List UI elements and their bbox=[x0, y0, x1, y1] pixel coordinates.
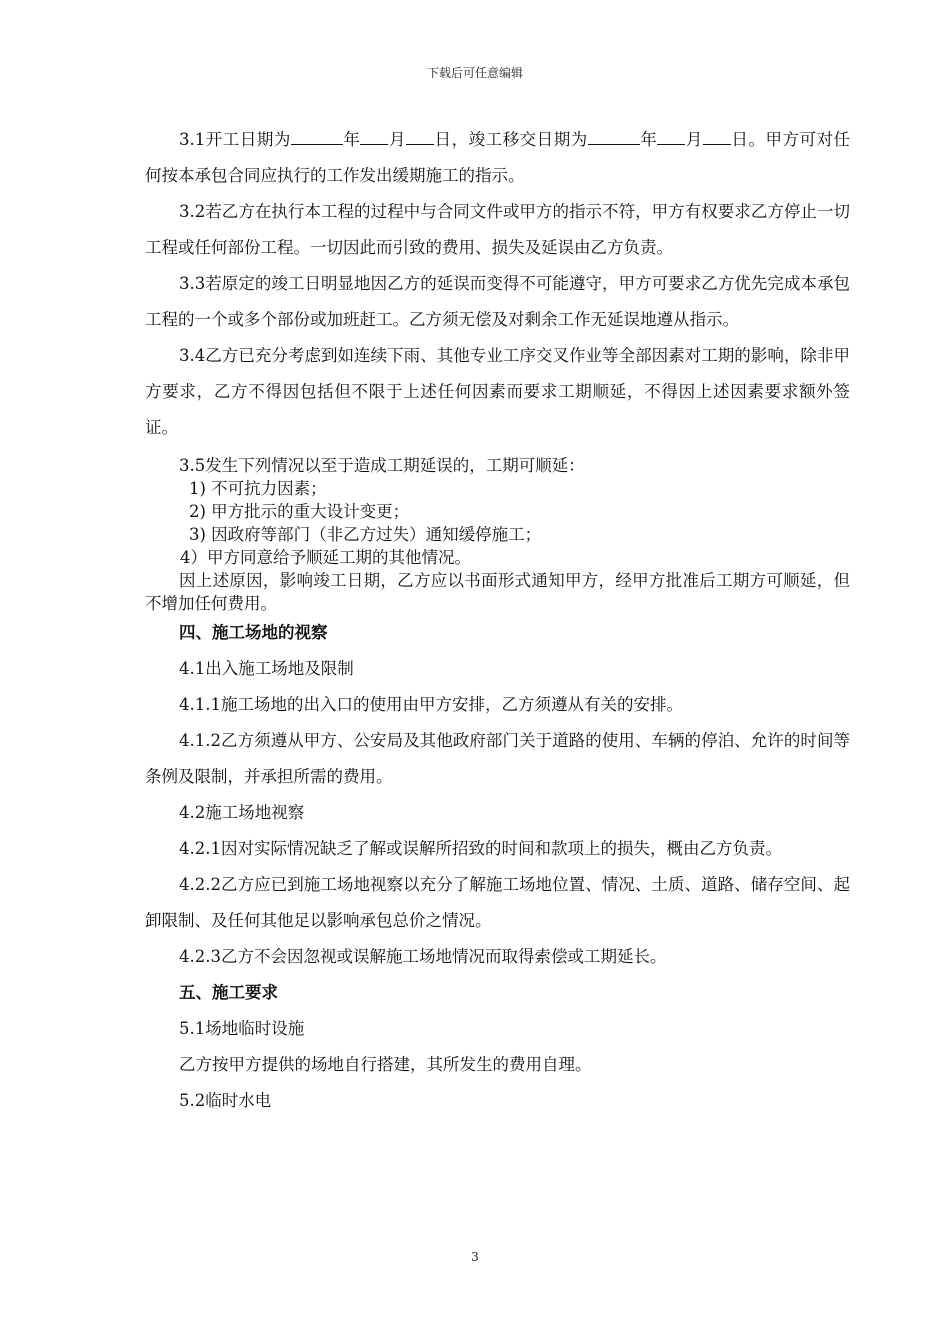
clause-5-1-body: 乙方按甲方提供的场地自行搭建，其所发生的费用自理。 bbox=[179, 1055, 592, 1074]
list-item: 3) 因政府等部门（非乙方过失）通知缓停施工； bbox=[189, 525, 542, 544]
blank-day-end bbox=[703, 128, 731, 145]
page-number: 3 bbox=[471, 1250, 479, 1264]
clause-3-5: 3.5发生下列情况以至于造成工期延误的，工期可顺延： bbox=[179, 456, 585, 475]
blank-year-end bbox=[588, 128, 640, 145]
blank-day-start bbox=[406, 128, 434, 145]
list-item: 2) 甲方批示的重大设计变更； bbox=[189, 502, 410, 521]
clause-4-1-1: 4.1.1施工场地的出入口的使用由甲方安排，乙方须遵从有关的安排。 bbox=[179, 695, 683, 714]
label-month-2: 月 bbox=[685, 130, 703, 149]
clause-3-1-suffix: 日。甲方可对任何按本承包合同应执行的工作发出缓期施工的指示。 bbox=[145, 130, 851, 185]
clause-4-2-2: 4.2.2乙方应已到施工场地视察以充分了解施工场地位置、情况、土质、道路、储存空间、起卸限制、及任何其他足以影响承包总价之情况。 bbox=[145, 875, 850, 930]
blank-month-end bbox=[657, 128, 685, 145]
clause-3-3: 3.3若原定的竣工日明显地因乙方的延误而变得不可能遵守，甲方可要求乙方优先完成本承包工程的一个或多个部份或加班赶工。乙方须无偿及对剩余工作无延误地遵从指示。 bbox=[145, 274, 850, 329]
section-heading-4: 四、施工场地的视察 bbox=[179, 623, 328, 642]
clause-4-1-2: 4.1.2乙方须遵从甲方、公安局及其他政府部门关于道路的使用、车辆的停泊、允许的时间等条例及限制，并承担所需的费用。 bbox=[145, 731, 850, 786]
clause-4-2-1: 4.2.1因对实际情况缺乏了解或误解所招致的时间和款项上的损失，概由乙方负责。 bbox=[179, 839, 782, 858]
clause-5-1: 5.1场地临时设施 bbox=[179, 1019, 305, 1038]
blank-month-start bbox=[360, 128, 388, 145]
clause-3-1-prefix: 3.1开工日期为 bbox=[179, 130, 291, 149]
clause-4-1: 4.1出入施工场地及限制 bbox=[179, 659, 354, 678]
clause-4-2: 4.2施工场地视察 bbox=[179, 803, 305, 822]
clause-4-2-3: 4.2.3乙方不会因忽视或误解施工场地情况而取得索偿或工期延长。 bbox=[179, 947, 667, 966]
clause-5-2: 5.2临时水电 bbox=[179, 1091, 272, 1110]
label-year: 年 bbox=[342, 130, 361, 149]
clause-3-1 bbox=[145, 122, 850, 194]
section-heading-5: 五、施工要求 bbox=[179, 983, 278, 1002]
page-header: 下载后可任意编辑 bbox=[426, 66, 523, 80]
clause-3-5-note: 因上述原因，影响竣工日期，乙方应以书面形式通知甲方，经甲方批准后工期方可顺延，但不增加任何费用。 bbox=[145, 571, 850, 613]
clause-3-1-mid: 日，竣工移交日期为 bbox=[434, 130, 588, 149]
blank-year-start bbox=[291, 128, 343, 145]
clause-3-2: 3.2若乙方在执行本工程的过程中与合同文件或甲方的指示不符，甲方有权要求乙方停止一切工程或任何部份工程。一切因此而引致的费用、损失及延误由乙方负责。 bbox=[145, 202, 850, 257]
list-item: 1) 不可抗力因素； bbox=[189, 479, 327, 498]
clause-3-4: 3.4乙方已充分考虑到如连续下雨、其他专业工序交叉作业等全部因素对工期的影响，除非甲方要求，乙方不得因包括但不限于上述任何因素而要求工期顺延，不得因上述因素要求额外签证。 bbox=[145, 346, 850, 437]
label-month: 月 bbox=[388, 130, 407, 149]
list-item: 4）甲方同意给予顺延工期的其他情况。 bbox=[180, 548, 471, 567]
label-year-2: 年 bbox=[639, 130, 658, 149]
document-body bbox=[145, 122, 850, 1119]
